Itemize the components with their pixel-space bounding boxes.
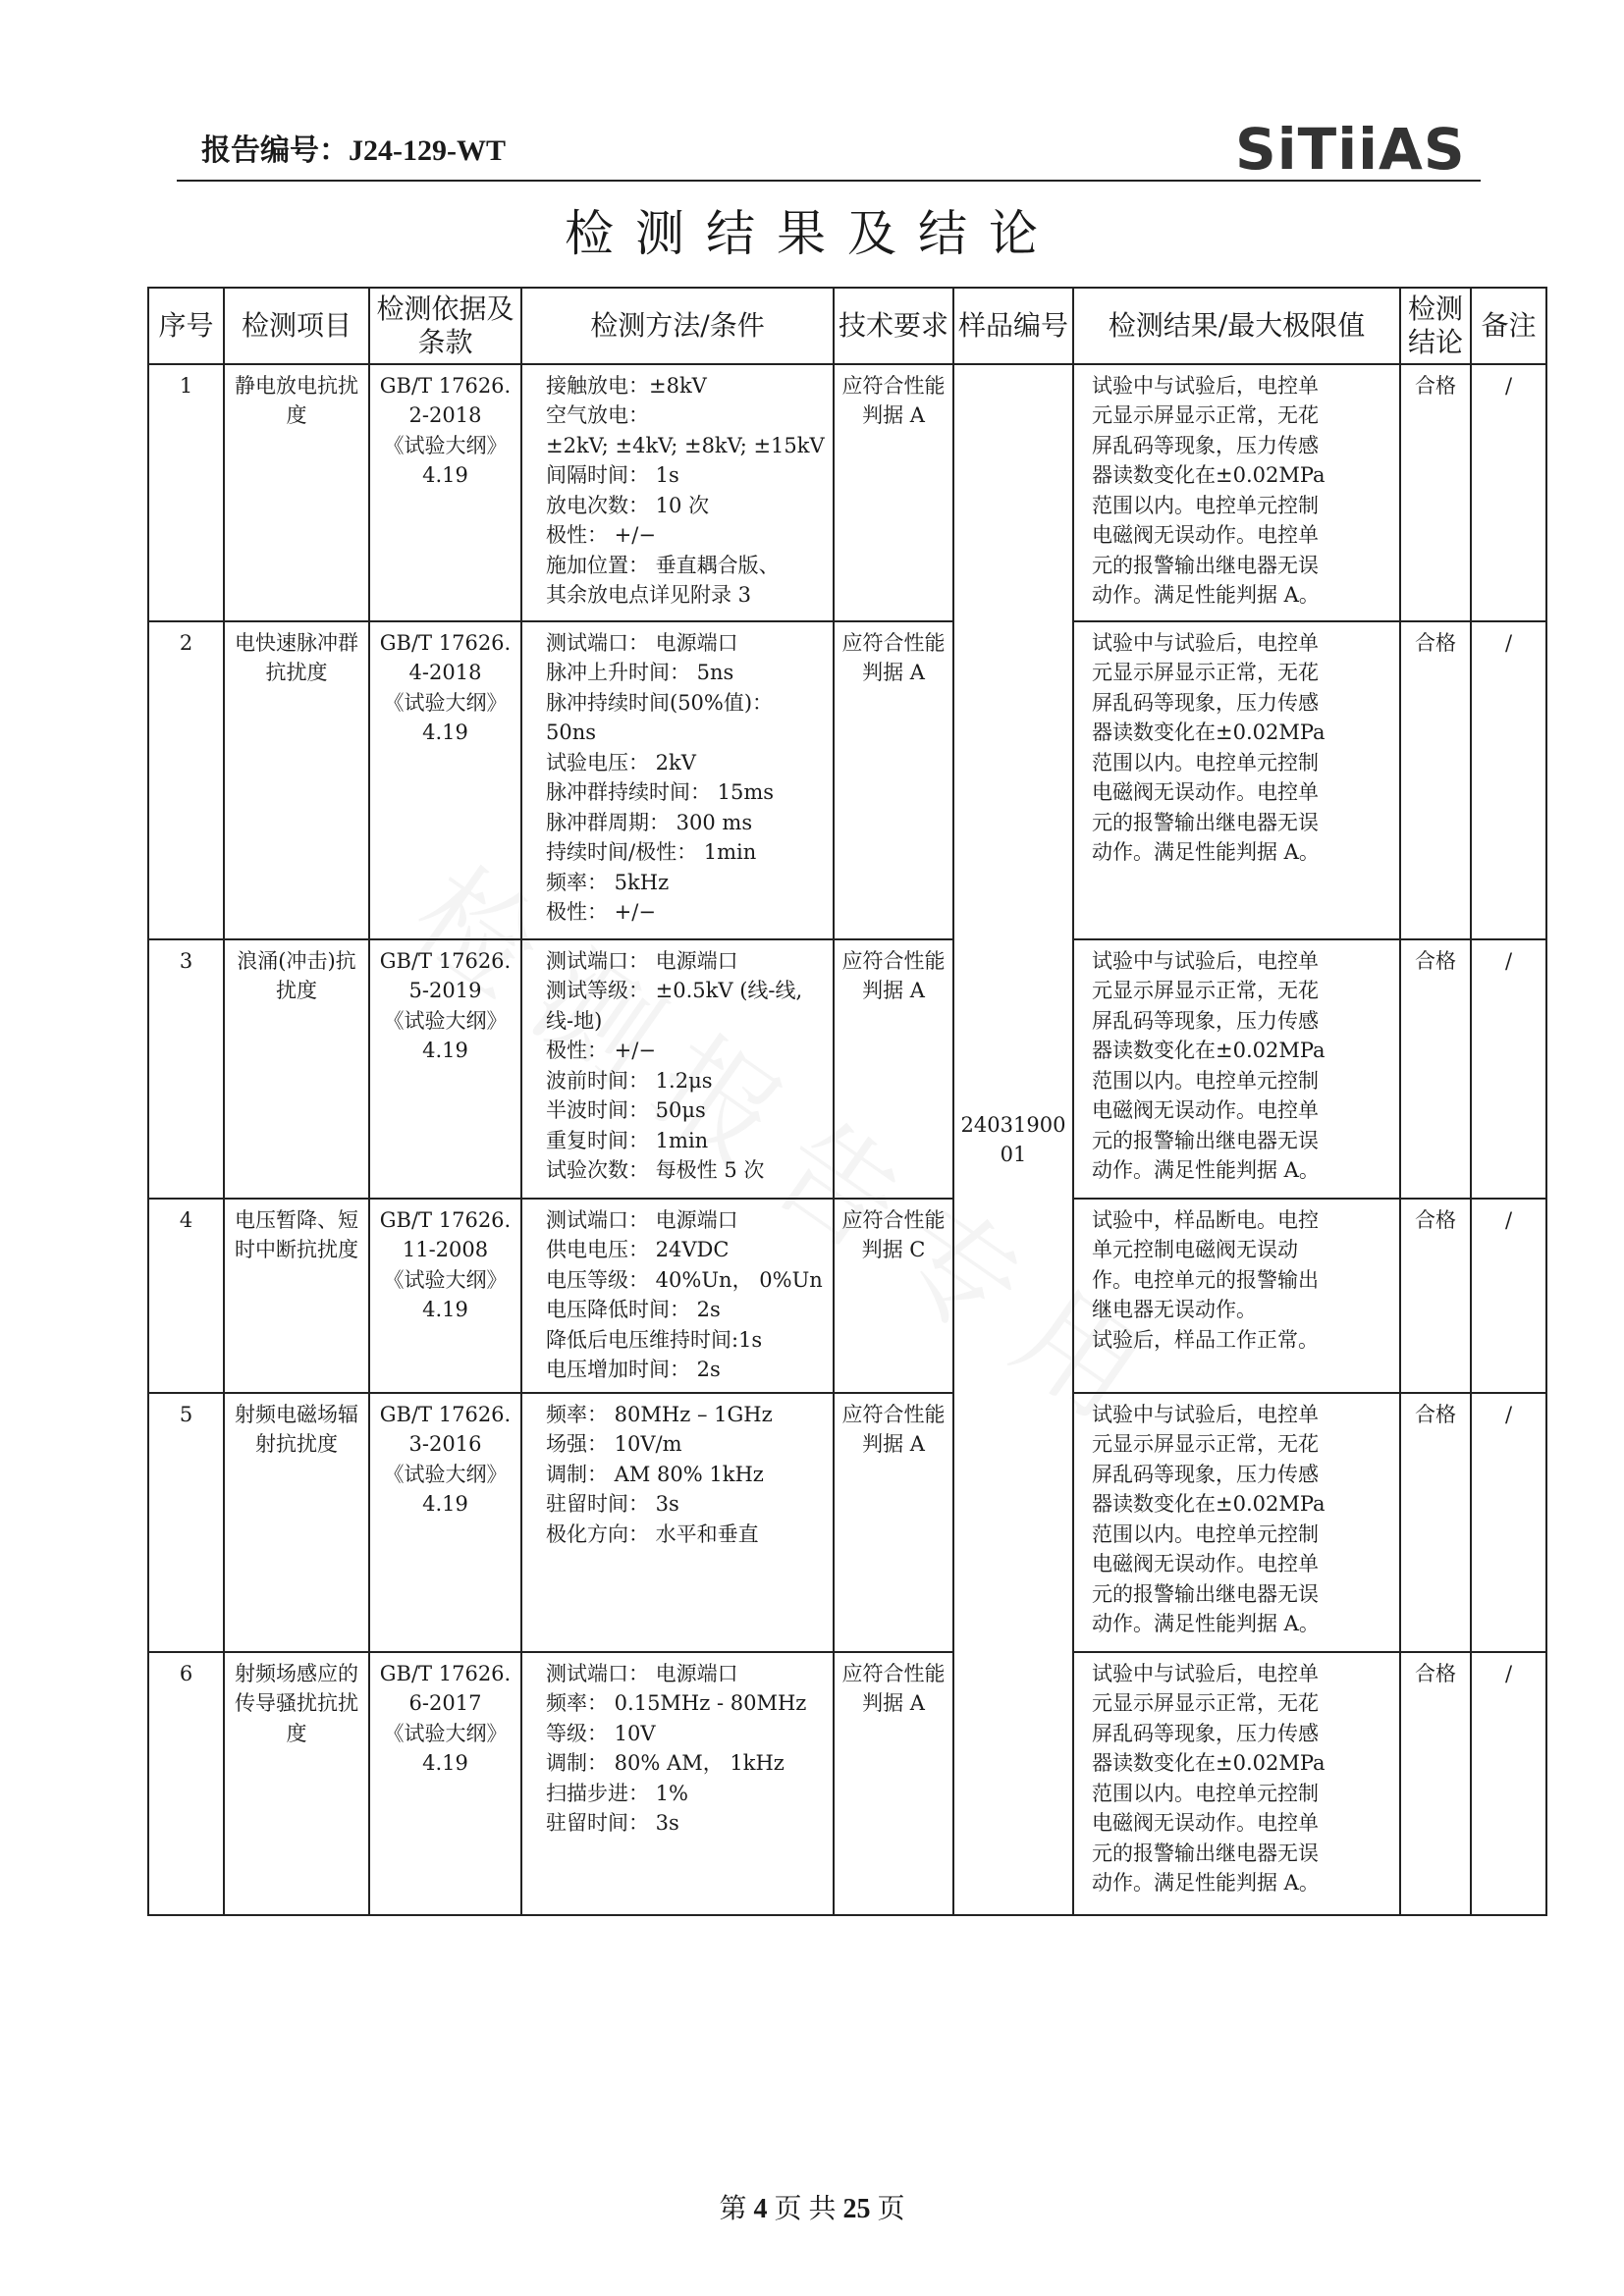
table-row — [148, 1393, 1546, 1652]
row-seq — [148, 1652, 224, 1915]
item-text: 静电放电抗扰度 — [235, 374, 358, 428]
condition-line: ±2kV; ±4kV; ±8kV; ±15kV — [546, 433, 825, 457]
result-line: 电磁阀无误动作。电控单 — [1092, 523, 1319, 548]
remark-text: / — [1504, 1403, 1513, 1426]
condition-line: 降低后电压维持时间:1s — [546, 1327, 763, 1352]
result-line: 范围以内。电控单元控制 — [1092, 493, 1319, 517]
condition-line: 测试端口： 电源端口 — [546, 949, 738, 973]
condition-line: 其余放电点详见附录 3 — [546, 583, 752, 608]
result-line: 元显示屏显示正常，无花 — [1092, 979, 1319, 1003]
footer-total-pages: 25 — [842, 2194, 871, 2224]
condition-line: 放电次数： 10 次 — [546, 493, 710, 517]
result-line: 试验中与试验后，电控单 — [1092, 1403, 1319, 1426]
outline-text: 《试验大纲》4.19 — [383, 1008, 508, 1063]
result-line: 动作。满足性能判据 A。 — [1092, 1871, 1320, 1896]
result-line: 屏乱码等现象，压力传感 — [1092, 1008, 1319, 1033]
condition-line: 驻留时间： 3s — [546, 1492, 679, 1517]
page-title: 检测结果及结论 — [565, 205, 1059, 262]
row-conclusion — [1400, 364, 1471, 621]
condition-line: 测试等级： ±0.5kV (线-线, — [546, 979, 803, 1003]
condition-line: 测试端口： 电源端口 — [546, 1208, 738, 1232]
condition-line: 电压降低时间： 2s — [546, 1298, 721, 1322]
row-standard — [369, 621, 521, 939]
row-requirement — [834, 621, 953, 939]
row-remark — [1471, 1393, 1546, 1652]
row-standard — [369, 939, 521, 1199]
result-line: 器读数变化在±0.02MPa — [1092, 1492, 1326, 1517]
result-line: 电磁阀无误动作。电控单 — [1092, 1811, 1319, 1836]
result-line: 动作。满足性能判据 A。 — [1092, 583, 1320, 608]
item-text: 电压暂降、短时中断抗扰度 — [235, 1208, 358, 1262]
col-header-item: 检测项目 — [224, 288, 369, 364]
standard-text: GB/T 17626.6-2017 — [379, 1662, 512, 1716]
condition-line: 测试端口： 电源端口 — [546, 631, 738, 655]
row-conditions — [521, 1652, 834, 1915]
requirement-text: 应符合性能判据 A — [841, 1403, 946, 1457]
result-line: 屏乱码等现象，压力传感 — [1092, 690, 1319, 715]
row-conclusion — [1400, 1199, 1471, 1393]
condition-line: 脉冲上升时间： 5ns — [546, 661, 734, 685]
remark-text: / — [1504, 1662, 1513, 1685]
result-line: 电磁阀无误动作。电控单 — [1092, 1098, 1319, 1123]
condition-line: 重复时间： 1min — [546, 1128, 709, 1152]
results-table — [147, 287, 1547, 1916]
result-line: 元的报警输出继电器无误 — [1092, 1841, 1319, 1865]
result-line: 继电器无误动作。 — [1092, 1298, 1257, 1322]
result-line: 试验中与试验后，电控单 — [1092, 949, 1319, 973]
result-line: 器读数变化在±0.02MPa — [1092, 1751, 1326, 1776]
result-line: 试验后，样品工作正常。 — [1092, 1327, 1319, 1352]
row-seq — [148, 1199, 224, 1393]
report-number-value: J24-129-WT — [349, 134, 506, 167]
row-conclusion — [1400, 939, 1471, 1199]
row-conclusion — [1400, 1393, 1471, 1652]
row-remark — [1471, 1199, 1546, 1393]
condition-line: 测试端口： 电源端口 — [546, 1662, 738, 1685]
sitiias-logo — [1235, 116, 1471, 181]
result-line: 元的报警输出继电器无误 — [1092, 810, 1319, 834]
row-conditions — [521, 1199, 834, 1393]
seq-text: 5 — [179, 1403, 193, 1426]
condition-line: 脉冲群持续时间： 15ms — [546, 780, 775, 805]
result-line: 器读数变化在±0.02MPa — [1092, 1039, 1326, 1063]
condition-line: 电压增加时间： 2s — [546, 1358, 721, 1382]
conclusion-text: 合格 — [1415, 1403, 1456, 1426]
condition-line: 场强： 10V/m — [546, 1432, 682, 1457]
seq-text: 2 — [179, 631, 193, 655]
row-item — [224, 621, 369, 939]
row-item — [224, 364, 369, 621]
condition-line: 调制： AM 80% 1kHz — [546, 1462, 764, 1486]
condition-line: 极性： +/− — [546, 1039, 656, 1063]
condition-line: 半波时间： 50μs — [546, 1098, 706, 1123]
result-line: 元的报警输出继电器无误 — [1092, 1128, 1319, 1152]
row-conditions — [521, 364, 834, 621]
row-result — [1073, 1199, 1400, 1393]
result-line: 元的报警输出继电器无误 — [1092, 1581, 1319, 1606]
conclusion-text: 合格 — [1415, 631, 1456, 655]
standard-text: GB/T 17626.5-2019 — [379, 949, 512, 1003]
condition-line: 试验电压： 2kV — [546, 750, 696, 774]
condition-line: 频率： 80MHz – 1GHz — [546, 1403, 773, 1426]
table-row — [148, 364, 1546, 621]
col-header-sample: 样品编号 — [953, 288, 1073, 364]
row-seq — [148, 939, 224, 1199]
result-line: 元显示屏显示正常，无花 — [1092, 661, 1319, 685]
item-text: 射频电磁场辐射抗扰度 — [235, 1403, 358, 1457]
seq-text: 4 — [179, 1208, 193, 1232]
result-line: 动作。满足性能判据 A。 — [1092, 1612, 1320, 1636]
condition-line: 50ns — [546, 721, 597, 745]
result-line: 电磁阀无误动作。电控单 — [1092, 780, 1319, 805]
requirement-text: 应符合性能判据 C — [841, 1208, 946, 1262]
header-rule — [177, 180, 1481, 182]
outline-text: 《试验大纲》4.19 — [383, 1267, 508, 1322]
report-number-label: 报告编号： — [201, 133, 349, 168]
condition-line: 调制： 80% AM， 1kHz — [546, 1751, 785, 1776]
result-line: 动作。满足性能判据 A。 — [1092, 1158, 1320, 1183]
result-line: 作。电控单元的报警输出 — [1092, 1267, 1319, 1292]
condition-line: 线-地) — [546, 1008, 603, 1033]
result-line: 动作。满足性能判据 A。 — [1092, 840, 1320, 865]
condition-line: 接触放电：±8kV — [546, 374, 707, 398]
result-line: 元显示屏显示正常，无花 — [1092, 1432, 1319, 1457]
row-requirement — [834, 1652, 953, 1915]
result-line: 试验中与试验后，电控单 — [1092, 1662, 1319, 1685]
result-line: 元显示屏显示正常，无花 — [1092, 403, 1319, 428]
remark-text: / — [1504, 1208, 1513, 1232]
requirement-text: 应符合性能判据 A — [841, 949, 946, 1003]
condition-line: 极化方向： 水平和垂直 — [546, 1522, 759, 1546]
row-result — [1073, 1652, 1400, 1915]
col-header-req: 技术要求 — [834, 288, 953, 364]
standard-text: GB/T 17626.4-2018 — [379, 631, 512, 685]
condition-line: 脉冲持续时间(50%值)： — [546, 690, 774, 715]
remark-text: / — [1504, 949, 1513, 973]
row-standard — [369, 1199, 521, 1393]
outline-text: 《试验大纲》4.19 — [383, 1462, 508, 1517]
seq-text: 3 — [179, 949, 193, 973]
remark-text: / — [1504, 631, 1513, 655]
col-header-result: 检测结果/最大极限值 — [1073, 288, 1400, 364]
condition-line: 驻留时间： 3s — [546, 1811, 679, 1836]
condition-line: 极性： +/− — [546, 523, 656, 548]
condition-line: 空气放电： — [546, 403, 649, 428]
result-line: 范围以内。电控单元控制 — [1092, 1522, 1319, 1546]
condition-line: 频率： 0.15MHz - 80MHz — [546, 1691, 807, 1716]
row-standard — [369, 1393, 521, 1652]
footer-suffix: 页 — [877, 2194, 905, 2224]
row-result — [1073, 1393, 1400, 1652]
footer-prefix: 第 — [719, 2194, 747, 2224]
row-conditions — [521, 621, 834, 939]
remark-text: / — [1504, 374, 1513, 398]
condition-line: 扫描步进： 1% — [546, 1781, 688, 1805]
table-row — [148, 939, 1546, 1199]
col-header-remark: 备注 — [1471, 288, 1546, 364]
row-result — [1073, 621, 1400, 939]
row-conclusion — [1400, 1652, 1471, 1915]
result-line: 试验中与试验后，电控单 — [1092, 631, 1319, 655]
conclusion-text: 合格 — [1415, 1662, 1456, 1685]
result-line: 器读数变化在±0.02MPa — [1092, 463, 1326, 488]
condition-line: 间隔时间： 1s — [546, 463, 679, 488]
result-line: 元的报警输出继电器无误 — [1092, 553, 1319, 577]
item-text: 浪涌(冲击)抗扰度 — [237, 949, 356, 1003]
col-header-conclusion: 检测结论 — [1400, 288, 1471, 364]
conclusion-text: 合格 — [1415, 374, 1456, 398]
page-footer — [0, 2187, 1624, 2226]
condition-line: 脉冲群周期： 300 ms — [546, 810, 753, 834]
standard-text: GB/T 17626.11-2008 — [379, 1208, 512, 1262]
requirement-text: 应符合性能判据 A — [841, 374, 946, 428]
row-remark — [1471, 364, 1546, 621]
row-result — [1073, 939, 1400, 1199]
outline-text: 《试验大纲》4.19 — [383, 433, 508, 488]
requirement-text: 应符合性能判据 A — [841, 631, 946, 685]
sample-number — [953, 364, 1073, 1915]
row-item — [224, 939, 369, 1199]
report-number — [201, 126, 506, 169]
condition-line: 供电电压： 24VDC — [546, 1238, 730, 1262]
row-remark — [1471, 939, 1546, 1199]
condition-line: 等级： 10V — [546, 1721, 656, 1745]
condition-line: 电压等级： 40%Un， 0%Un — [546, 1267, 823, 1292]
result-line: 单元控制电磁阀无误动 — [1092, 1238, 1298, 1262]
row-conclusion — [1400, 621, 1471, 939]
row-item — [224, 1652, 369, 1915]
seq-text: 1 — [179, 374, 193, 398]
sample-number-text: 2403190001 — [960, 1112, 1066, 1166]
outline-text: 《试验大纲》4.19 — [383, 690, 508, 745]
footer-page-number: 4 — [753, 2194, 768, 2224]
footer-mid: 页 共 — [774, 2194, 837, 2224]
result-line: 屏乱码等现象，压力传感 — [1092, 1721, 1319, 1745]
outline-text: 《试验大纲》4.19 — [383, 1721, 508, 1776]
result-line: 电磁阀无误动作。电控单 — [1092, 1552, 1319, 1576]
row-conditions — [521, 1393, 834, 1652]
result-line: 试验中与试验后，电控单 — [1092, 374, 1319, 398]
row-seq — [148, 364, 224, 621]
result-line: 屏乱码等现象，压力传感 — [1092, 1462, 1319, 1486]
seq-text: 6 — [179, 1662, 193, 1685]
row-item — [224, 1393, 369, 1652]
result-line: 试验中，样品断电。电控 — [1092, 1208, 1319, 1232]
row-requirement — [834, 1393, 953, 1652]
svg-text:SiTiiAS: SiTiiAS — [1235, 116, 1466, 181]
row-seq — [148, 621, 224, 939]
result-line: 器读数变化在±0.02MPa — [1092, 721, 1326, 745]
row-conditions — [521, 939, 834, 1199]
condition-line: 极性： +/− — [546, 899, 656, 924]
item-text: 电快速脉冲群抗扰度 — [235, 631, 358, 685]
condition-line: 试验次数： 每极性 5 次 — [546, 1158, 765, 1183]
result-line: 范围以内。电控单元控制 — [1092, 1068, 1319, 1093]
col-header-basis: 检测依据及条款 — [369, 288, 521, 364]
row-result — [1073, 364, 1400, 621]
row-seq — [148, 1393, 224, 1652]
requirement-text: 应符合性能判据 A — [841, 1662, 946, 1716]
row-requirement — [834, 364, 953, 621]
result-line: 屏乱码等现象，压力传感 — [1092, 433, 1319, 457]
table-row — [148, 1199, 1546, 1393]
condition-line: 频率： 5kHz — [546, 870, 670, 894]
table-row — [148, 1652, 1546, 1915]
row-requirement — [834, 1199, 953, 1393]
item-text: 射频场感应的传导骚扰抗扰度 — [235, 1662, 358, 1745]
row-requirement — [834, 939, 953, 1199]
result-line: 范围以内。电控单元控制 — [1092, 750, 1319, 774]
table-header-row — [148, 288, 1546, 364]
col-header-method: 检测方法/条件 — [521, 288, 834, 364]
row-remark — [1471, 1652, 1546, 1915]
standard-text: GB/T 17626.2-2018 — [379, 374, 512, 428]
result-line: 范围以内。电控单元控制 — [1092, 1781, 1319, 1805]
standard-text: GB/T 17626.3-2016 — [379, 1403, 512, 1457]
row-remark — [1471, 621, 1546, 939]
condition-line: 持续时间/极性： 1min — [546, 840, 757, 865]
row-standard — [369, 364, 521, 621]
condition-line: 施加位置： 垂直耦合版、 — [546, 553, 780, 577]
conclusion-text: 合格 — [1415, 1208, 1456, 1232]
conclusion-text: 合格 — [1415, 949, 1456, 973]
row-item — [224, 1199, 369, 1393]
row-standard — [369, 1652, 521, 1915]
col-header-seq: 序号 — [148, 288, 224, 364]
result-line: 元显示屏显示正常，无花 — [1092, 1691, 1319, 1716]
table-row — [148, 621, 1546, 939]
condition-line: 波前时间： 1.2μs — [546, 1068, 713, 1093]
